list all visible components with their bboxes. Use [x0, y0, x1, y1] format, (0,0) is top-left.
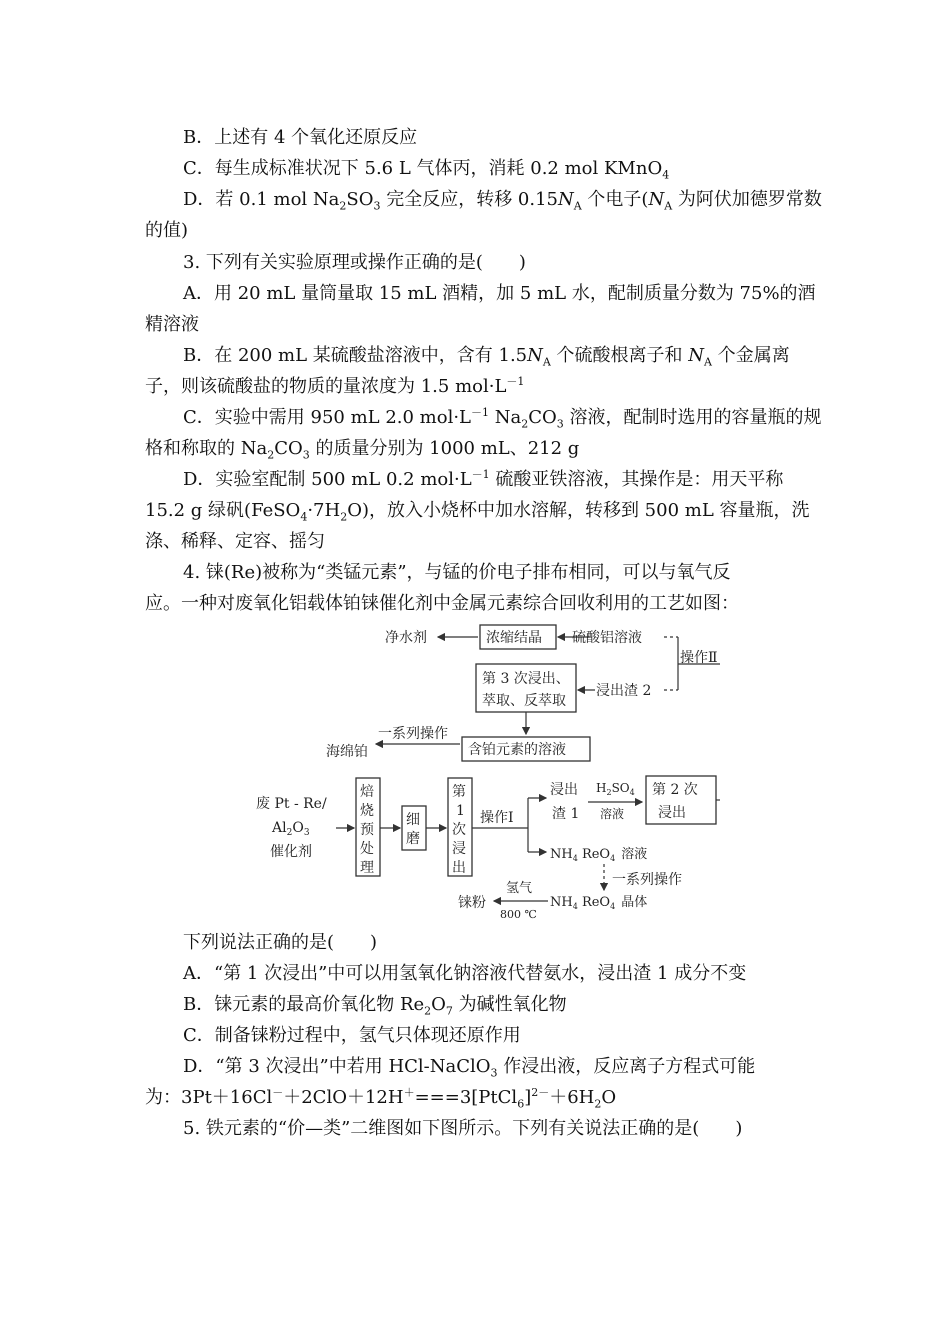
q2-option-d-line2: 的值) [145, 220, 189, 241]
q2-option-b: B．上述有 4 个氧化还原反应 [183, 127, 418, 148]
q3-option-c-line2: 格和称取的 $Na_2CO_3$ 的质量分别为 1000 mL、212 g [145, 438, 580, 462]
label-yixilie2: 一系列操作 [612, 872, 682, 888]
node-fei-line1: 废 Pt - Re/ [256, 796, 327, 812]
label-caozuo2: 操作Ⅱ [680, 650, 718, 666]
node-di2-line2: 浸出 [658, 805, 686, 821]
label-temp: 800 ℃ [500, 908, 537, 921]
node-di1-1: 第 [452, 784, 466, 800]
q4-question: 下列说法正确的是( ) [183, 932, 378, 953]
q3-option-d-line3: 涤、稀释、定容、摇匀 [145, 531, 325, 552]
q4-stem-line1: 4. 铼(Re)被称为“类锰元素”，与锰的价电子排布相同，可以与氧气反 [183, 562, 731, 583]
node-fei-line2: $Al_2O_3$ [272, 820, 310, 838]
node-nh4reo4-solution: $NH_4$ ReO$_4$ 溶液 [550, 847, 648, 863]
q2-option-d-line1: D．若 0.1 mol $Na_2SO_3$ 完全反应，转移 $0.15N_A$ 个电子($N_A$ 为阿伏加德罗常数 [183, 189, 822, 213]
label-yixilie1: 一系列操作 [378, 726, 448, 742]
node-jingshuiji: 净水剂 [385, 630, 427, 646]
q3-option-c-line1: C．实验中需用 950 mL 2.0 $mol\cdot L^{-1}$ $Na_2CO_3$ 溶液，配制时选用的容量瓶的规 [183, 406, 822, 431]
process-flow-diagram [250, 622, 720, 922]
q4-option-c: C．制备铼粉过程中，氢气只体现还原作用 [183, 1025, 521, 1046]
node-di1-3: 次 [452, 822, 466, 838]
label-h2so4: $H_2SO_4$ [596, 781, 635, 797]
node-fei-line3: 催化剂 [270, 844, 312, 860]
q3-stem: 3. 下列有关实验原理或操作正确的是( ) [183, 252, 526, 273]
node-di3-line1: 第 3 次浸出、 [482, 671, 570, 687]
node-jinchuzha2: 浸出渣 2 [596, 683, 652, 699]
q4-option-d-line1: D．“第 3 次浸出”中若用 HCl-NaClO$_3$ 作浸出液，反应离子方程式可能 [183, 1056, 756, 1080]
node-di2-line1: 第 2 次 [652, 782, 698, 798]
q4-option-a: A．“第 1 次浸出”中可以用氢氧化钠溶液代替氨水，浸出渣 1 成分不变 [183, 963, 747, 984]
node-di1-5: 出 [452, 860, 466, 876]
q4-option-d-line2: 为：$3Pt+16Cl^-+2ClO+12H^+===3[PtCl_6]^{2-}+6H_2O$ [145, 1086, 617, 1111]
q4-option-b: B．铼元素的最高价氧化物 $Re_2O_7$ 为碱性氧化物 [183, 994, 567, 1018]
q3-option-a-line1: A．用 20 mL 量筒量取 15 mL 酒精，加 5 mL 水，配制质量分数为 75%的酒 [183, 283, 816, 304]
q3-option-b-line2: 子，则该硫酸盐的物质的量浓度为 1.5 $mol\cdot L^{-1}$ [145, 375, 525, 397]
node-beishao-5: 理 [360, 860, 374, 876]
q3-option-a-line2: 精溶液 [145, 314, 199, 335]
node-jinchuzha1-line2: 渣 1 [552, 806, 580, 822]
node-beishao-4: 处 [360, 841, 374, 857]
node-jinchuzha1-line1: 浸出 [550, 782, 578, 798]
node-haimianbo: 海绵铂 [326, 744, 368, 760]
node-di1-2: 1 [456, 803, 465, 819]
node-hanbo: 含铂元素的溶液 [468, 742, 566, 758]
q3-option-d-line1: D．实验室配制 500 mL 0.2 $mol\cdot L^{-1}$ 硫酸亚铁溶液，其操作是：用天平称 [183, 468, 784, 490]
q4-stem-line2: 应。一种对废氧化铝载体铂铼催化剂中金属元素综合回收利用的工艺如图： [145, 593, 739, 614]
label-caozuo1: 操作Ⅰ [480, 810, 514, 826]
q3-option-b-line1: B．在 200 mL 某硫酸盐溶液中，含有 $1.5N_A$ 个硫酸根离子和 $N_A$ 个金属离 [183, 345, 790, 369]
q3-option-d-line2: 15.2 g 绿矾$(FeSO_4\cdot 7H_2O)$，放入小烧杯中加水溶解，转移到 500 mL 容量瓶，洗 [145, 500, 810, 524]
q5-stem: 5. 铁元素的“价—类”二维图如下图所示。下列有关说法正确的是( ) [183, 1118, 743, 1139]
node-di1-4: 浸 [452, 841, 466, 857]
node-beishao-2: 烧 [360, 803, 374, 819]
node-beishao-1: 焙 [360, 784, 374, 800]
node-beishao-3: 预 [360, 822, 374, 838]
node-ximo-2: 磨 [406, 831, 420, 847]
node-ximo-1: 细 [406, 812, 420, 828]
q2-option-c: C．每生成标准状况下 5.6 L 气体丙，消耗 0.2 mol KMnO$_4$ [183, 158, 670, 182]
node-liusuanlv: 硫酸铝溶液 [572, 630, 642, 646]
node-laifen: 铼粉 [458, 895, 486, 911]
node-nongsuo: 浓缩结晶 [486, 630, 542, 646]
node-di3-line2: 萃取、反萃取 [482, 693, 566, 709]
node-nh4reo4-crystal: $NH_4$ ReO$_4$ 晶体 [550, 895, 648, 911]
label-qingqi: 氢气 [506, 881, 533, 896]
label-rongye: 溶液 [600, 807, 625, 821]
